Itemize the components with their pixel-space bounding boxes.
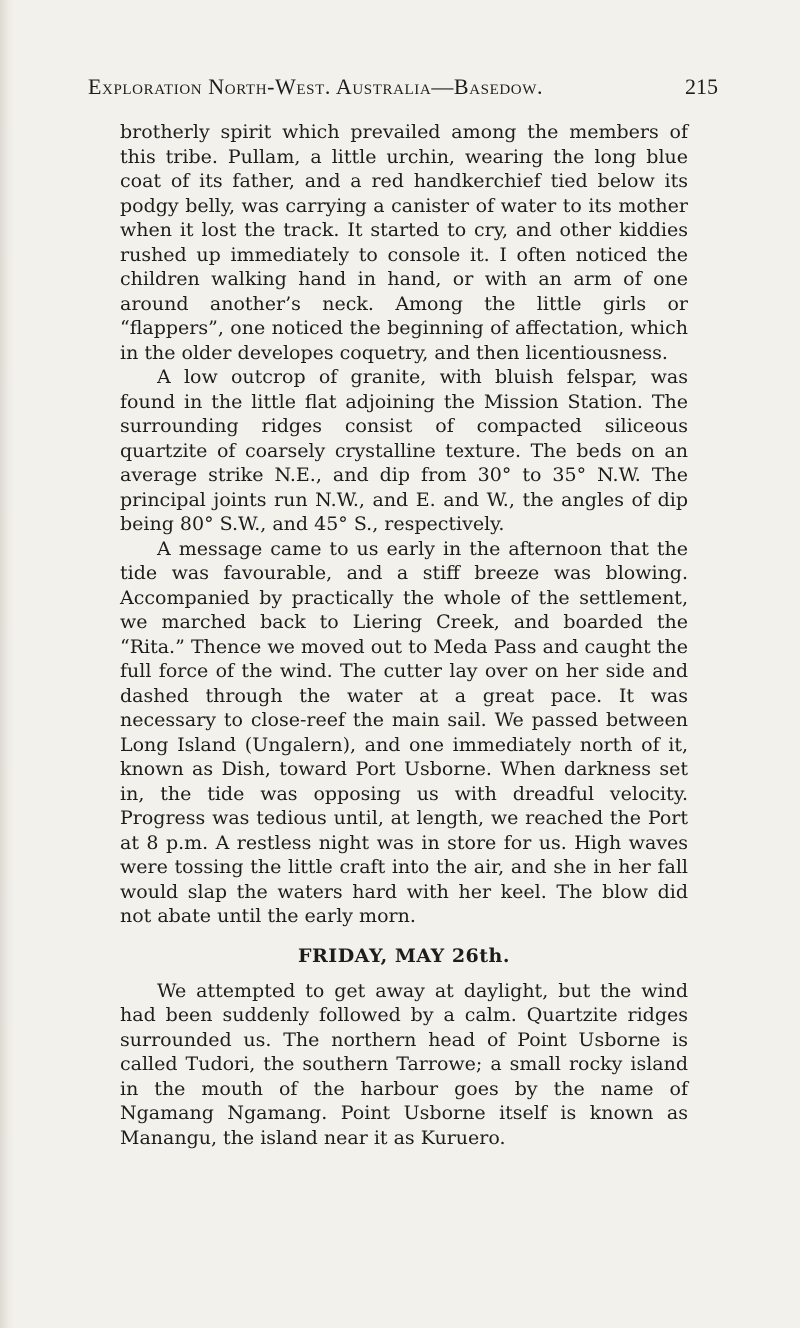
section-heading-friday: FRIDAY, MAY 26th.: [298, 944, 510, 967]
paragraph-granite-outcrop: A low outcrop of granite, with bluish felspar, was found in the little flat adjoining the Mission Station. The surrounding ridges consist of compacted siliceous quartzite of coarsely crystalline texture. The beds on an average strike N.E., and dip from 30° to 35° N.W. The principal joints run N.W., and E. and W., the angles of dip being 80° S.W., and 45° S., respectively.: [120, 366, 688, 535]
page-gutter-shadow: [0, 0, 14, 1328]
paragraph-point-usborne: We attempted to get away at daylight, but the wind had been suddenly followed by a calm. Quartzite ridges surrounded us. The northern head of Point Usborne is called Tudori, the southern Tarrowe; a small rocky island in the mouth of the harbour goes by the name of Ngamang Ngamang. Point Usborne itself is known as Manangu, the island near it as Kuruero.: [120, 979, 688, 1149]
paragraph-voyage-rita: A message came to us early in the afternoon that the tide was favourable, and a stiff breeze was blowing. Accompanied by practically the whole of the settlement, we marched back to Liering Creek, and boarded the “Rita.” Thence we moved out to Meda Pass and caught the full force of the wind. The cutter lay over on her side and dashed through the water at a great pace. It was necessary to close-reef the main sail. We passed between Long Island (Ungalern), and one immediately north of it, known as Dish, toward Port Usborne. When darkness set in, the tide was opposing us with dreadful velocity. Progress was tedious until, at length, we reached the Port at 8 p.m. A restless night was in store for us. High waves were tossing the little craft into the air, and she in her fall would slap the waters hard with her keel. The blow did not abate until the early morn.: [120, 537, 688, 927]
page-number: 215: [685, 74, 718, 99]
paragraph-continuation: brotherly spirit which prevailed among the members of this tribe. Pullam, a little urchin, wearing the long blue coat of its father, and a red handkerchief tied below its podgy belly, was carrying a canister of water to its mother when it lost the track. It started to cry, and other kiddies rushed up immediately to console it. I often noticed the children walking hand in hand, or with an arm of one around another’s neck. Among the little girls or “flappers”, one noticed the beginning of affectation, which in the older developes coquetry, and then licentiousness.: [120, 121, 688, 364]
body-text: [120, 120, 688, 1150]
page-header: [88, 74, 718, 110]
running-head: Exploration North-West. Australia—Basedow.: [88, 74, 544, 99]
